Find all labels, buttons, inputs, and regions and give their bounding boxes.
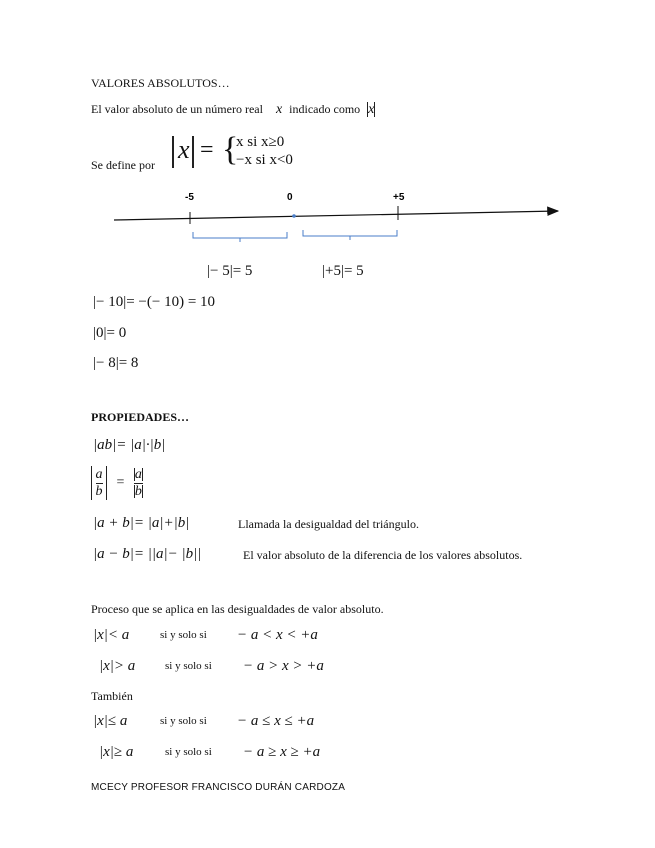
intro-prefix: El valor absoluto de un número real [91,102,263,116]
property-product: |ab|= |a|·|b| [93,437,166,453]
left-distance-bracket [193,232,287,242]
property-triangle-formula: |a + b|= |a|+|b| [93,515,190,531]
rule4-mid: si y solo si [165,746,212,758]
property-triangle-note: Llamada la desigualdad del triángulo. [238,517,419,531]
property-quotient: $\frac{a}{b}$ = $\frac{a}{b}$ [91,466,143,500]
rule3-mid: si y solo si [160,715,207,727]
tick-label-center: 0 [287,192,293,203]
example-abs-minus5: |− 5|= 5 [207,263,253,279]
property-difference-note: El valor absoluto de la diferencia de los valores absolutos. [243,548,523,562]
case-2: −x si x<0 [236,152,293,168]
tick-label-left: -5 [185,192,194,203]
properties-heading: PROPIEDADES… [91,410,190,424]
example-abs-plus5: |+5|= 5 [322,263,364,279]
rule1-right: − a < x < +a [237,627,318,643]
page-title: VALORES ABSOLUTOS… [91,76,230,90]
right-distance-bracket [303,230,397,240]
rule4-left: |x|≥ a [99,744,134,760]
rule2-left: |x|> a [99,658,136,674]
rule1-left: |x|< a [93,627,130,643]
example-abs-zero: |0|= 0 [93,325,127,341]
case-1: x si x≥0 [236,134,285,150]
rule1-mid: si y solo si [160,629,207,641]
origin-point [292,214,296,218]
example-abs-minus10: |− 10|= −(− 10) = 10 [93,294,216,310]
define-label: Se define por [91,158,155,172]
axis-line [114,211,558,220]
tick-label-right: +5 [393,192,405,203]
rule4-right: − a ≥ x ≥ +a [243,744,321,760]
rule2-mid: si y solo si [165,660,212,672]
tambien-label: También [91,689,133,703]
footer-author: MCECY PROFESOR FRANCISCO DURÁN CARDOZA [91,782,346,793]
abs-x-notation: x [368,102,375,117]
rule3-left: |x|≤ a [93,713,128,729]
rule3-right: − a ≤ x ≤ +a [237,713,315,729]
example-abs-minus8: |− 8|= 8 [93,355,139,371]
intro-middle: indicado como [289,102,361,116]
property-difference-formula: |a − b|= ||a|− |b|| [93,546,202,562]
definition-intro [91,102,375,118]
rule2-right: − a > x > +a [243,658,324,674]
var-x: x [275,102,283,117]
inequalities-intro: Proceso que se aplica en las desigualdades de valor absoluto. [91,602,384,616]
number-line [110,186,570,246]
